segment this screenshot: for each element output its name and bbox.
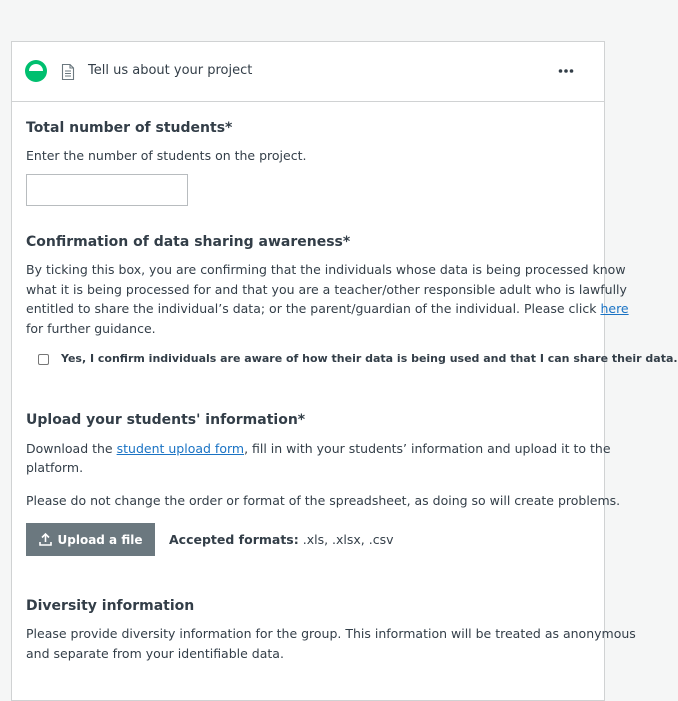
diversity-question-title: Diversity information xyxy=(26,598,195,614)
data-sharing-text-line4: for further guidance. xyxy=(26,321,156,336)
more-dots-icon[interactable] xyxy=(557,62,575,80)
data-sharing-question-title: Confirmation of data sharing awareness* xyxy=(26,234,351,250)
accepted-formats xyxy=(169,531,393,549)
upload-question-title: Upload your students' information* xyxy=(26,412,306,428)
data-sharing-checkbox-label[interactable]: Yes, I confirm individuals are aware of how their data is being used and that I can share their data. xyxy=(61,352,678,365)
student-upload-form-link[interactable]: student upload form xyxy=(116,441,245,456)
upload-text-line2: platform. xyxy=(26,460,84,475)
data-sharing-checkbox[interactable] xyxy=(38,354,49,365)
students-question-title: Total number of students* xyxy=(26,120,233,136)
students-question-description: Enter the number of students on the project. xyxy=(26,148,307,163)
document-icon xyxy=(61,64,75,80)
data-sharing-text-line3-pre: entitled to share the individual’s data; or the parent/guardian of the individual. Please click xyxy=(26,301,601,316)
data-sharing-text-line3 xyxy=(26,299,629,319)
diversity-text-line2: and separate from your identifiable data. xyxy=(26,646,284,661)
card-header xyxy=(12,42,604,102)
upload-text-line1-post: , fill in with your students’ information and upload it to the xyxy=(244,441,611,456)
project-card xyxy=(11,41,678,701)
students-count-input[interactable] xyxy=(26,174,188,206)
data-sharing-text-line2: what it is being processed for and that you are a teacher/other responsible adult who is lawfully xyxy=(26,282,627,297)
upload-file-button-label: Upload a file xyxy=(57,532,143,547)
upload-icon xyxy=(39,533,52,546)
upload-file-button[interactable] xyxy=(26,523,155,556)
guidance-here-link[interactable]: here xyxy=(600,301,629,316)
upload-note: Please do not change the order or format of the spreadsheet, as doing so will create problems. xyxy=(26,493,621,508)
upload-text-line1 xyxy=(26,439,611,459)
diversity-text-line1: Please provide diversity information for the group. This information will be treated as anonymous xyxy=(26,626,636,641)
accepted-formats-value: .xls, .xlsx, .csv xyxy=(298,532,394,547)
accepted-formats-label: Accepted formats: xyxy=(169,532,299,547)
header-title: Tell us about your project xyxy=(88,63,253,78)
data-sharing-text-line1: By ticking this box, you are confirming that the individuals whose data is being processed know xyxy=(26,262,626,277)
upload-text-line1-pre: Download the xyxy=(26,441,117,456)
half-circle-progress-icon xyxy=(25,60,47,82)
